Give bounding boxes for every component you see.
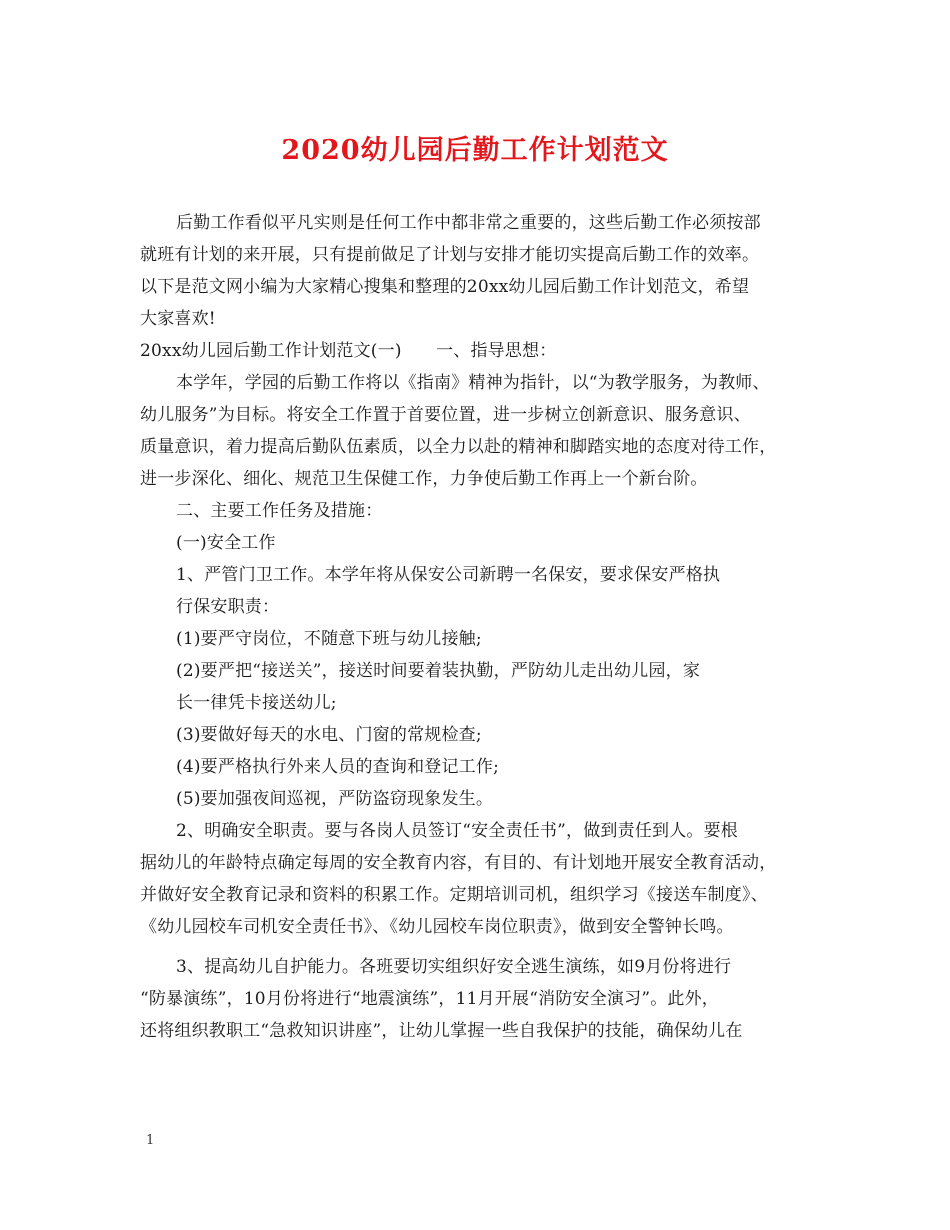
list-item: (5)要加强夜间巡视，严防盗窃现象发生。 bbox=[176, 789, 494, 809]
page-number: 1 bbox=[146, 1133, 155, 1148]
list-item: 长一律凭卡接送幼儿; bbox=[176, 693, 337, 713]
paragraph-line: 幼儿服务”为目标。将安全工作置于首要位置，进一步树立创新意识、服务意识、 bbox=[140, 405, 751, 425]
paragraph-line: 后勤工作看似平凡实则是任何工作中都非常之重要的，这些后勤工作必须按部 bbox=[176, 213, 761, 233]
document-title: 2020幼儿园后勤工作计划范文 bbox=[281, 135, 669, 166]
paragraph-line: 并做好安全教育记录和资料的积累工作。定期培训司机，组织学习《接送车制度》、 bbox=[140, 885, 768, 905]
paragraph-line: 1、严管门卫工作。本学年将从保安公司新聘一名保安，要求保安严格执 bbox=[176, 565, 721, 585]
paragraph-line: “防暴演练”，10月份将进行“地震演练”，11月开展“消防安全演习”。此外， bbox=[140, 989, 720, 1009]
paragraph-line: 2、明确安全职责。要与各岗人员签订“安全责任书”，做到责任到人。要根 bbox=[176, 821, 738, 841]
list-item: (4)要严格执行外来人员的查询和登记工作; bbox=[176, 757, 500, 777]
section-heading: (一)安全工作 bbox=[176, 533, 276, 553]
list-item: (2)要严把“接送关”，接送时间要着装执勤，严防幼儿走出幼儿园，家 bbox=[176, 661, 701, 681]
paragraph-line: 以下是范文网小编为大家精心搜集和整理的20xx幼儿园后勤工作计划范文，希望 bbox=[140, 277, 750, 297]
section-heading: 20xx幼儿园后勤工作计划范文(一) 一、指导思想： bbox=[140, 341, 557, 361]
paragraph-line: 《幼儿园校车司机安全责任书》、《幼儿园校车岗位职责》，做到安全警钟长鸣。 bbox=[140, 917, 734, 937]
paragraph-line: 就班有计划的来开展，只有提前做足了计划与安排才能切实提高后勤工作的效率。 bbox=[140, 245, 760, 265]
paragraph-line: 行保安职责： bbox=[176, 597, 280, 617]
section-heading: 二、主要工作任务及措施： bbox=[176, 501, 383, 521]
paragraph-line: 本学年，学园的后勤工作将以《指南》精神为指针，以“为教学服务，为教师、 bbox=[176, 373, 770, 393]
paragraph-line: 大家喜欢! bbox=[140, 309, 216, 329]
paragraph-line: 据幼儿的年龄特点确定每周的安全教育内容，有目的、有计划地开展安全教育活动， bbox=[140, 853, 777, 873]
list-item: (3)要做好每天的水电、门窗的常规检查; bbox=[176, 725, 482, 745]
paragraph-line: 质量意识，着力提高后勤队伍素质，以全力以赴的精神和脚踏实地的态度对待工作， bbox=[140, 437, 777, 457]
list-item: (1)要严守岗位，不随意下班与幼儿接触; bbox=[176, 629, 482, 649]
paragraph-line: 进一步深化、细化、规范卫生保健工作，力争使后勤工作再上一个新台阶。 bbox=[140, 469, 708, 489]
paragraph-line: 还将组织教职工“急救知识讲座”，让幼儿掌握一些自我保护的技能，确保幼儿在 bbox=[140, 1021, 743, 1041]
paragraph-line: 3、提高幼儿自护能力。各班要切实组织好安全逃生演练，如9月份将进行 bbox=[176, 957, 732, 977]
